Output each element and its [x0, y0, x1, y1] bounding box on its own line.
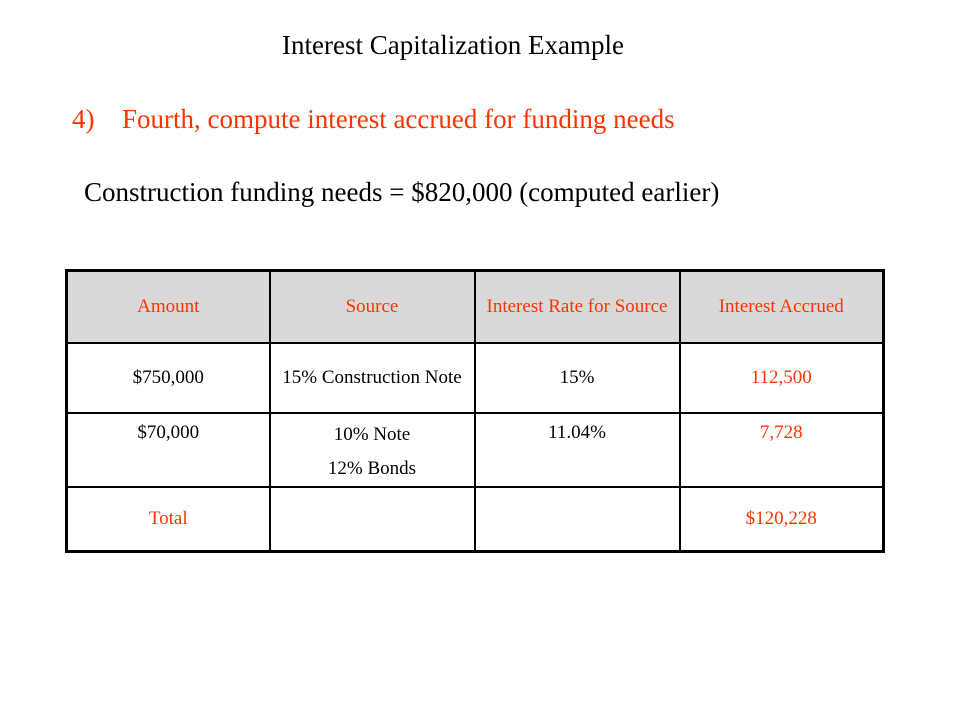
table-row-total	[67, 487, 884, 552]
source-line: 10% Note	[333, 424, 411, 445]
interest-table	[65, 269, 885, 553]
cell-amount: $70,000	[67, 413, 270, 487]
cell-source	[270, 487, 475, 552]
table-header-row	[67, 271, 884, 344]
header-interest-rate: Interest Rate for Source	[475, 271, 680, 344]
header-interest-accrued: Interest Accrued	[680, 271, 884, 344]
cell-source	[270, 413, 475, 487]
cell-accrued: 112,500	[680, 343, 884, 413]
cell-rate	[475, 487, 680, 552]
step-text: Fourth, compute interest accrued for funding needs	[122, 104, 675, 134]
source-line: 12% Bonds	[327, 458, 417, 479]
slide-title: Interest Capitalization Example	[282, 30, 624, 60]
header-amount: Amount	[67, 271, 270, 344]
step-heading	[72, 104, 675, 135]
cell-total-label: Total	[67, 487, 270, 552]
cell-amount: $750,000	[67, 343, 270, 413]
funding-needs-text: Construction funding needs = $820,000 (computed earlier)	[84, 177, 720, 207]
cell-source: 15% Construction Note	[270, 343, 475, 413]
cell-accrued: 7,728	[680, 413, 884, 487]
step-number: 4)	[72, 104, 95, 134]
cell-rate: 11.04%	[475, 413, 680, 487]
header-source: Source	[270, 271, 475, 344]
cell-rate: 15%	[475, 343, 680, 413]
table-row	[67, 343, 884, 413]
table-row	[67, 413, 884, 487]
cell-total-accrued: $120,228	[680, 487, 884, 552]
